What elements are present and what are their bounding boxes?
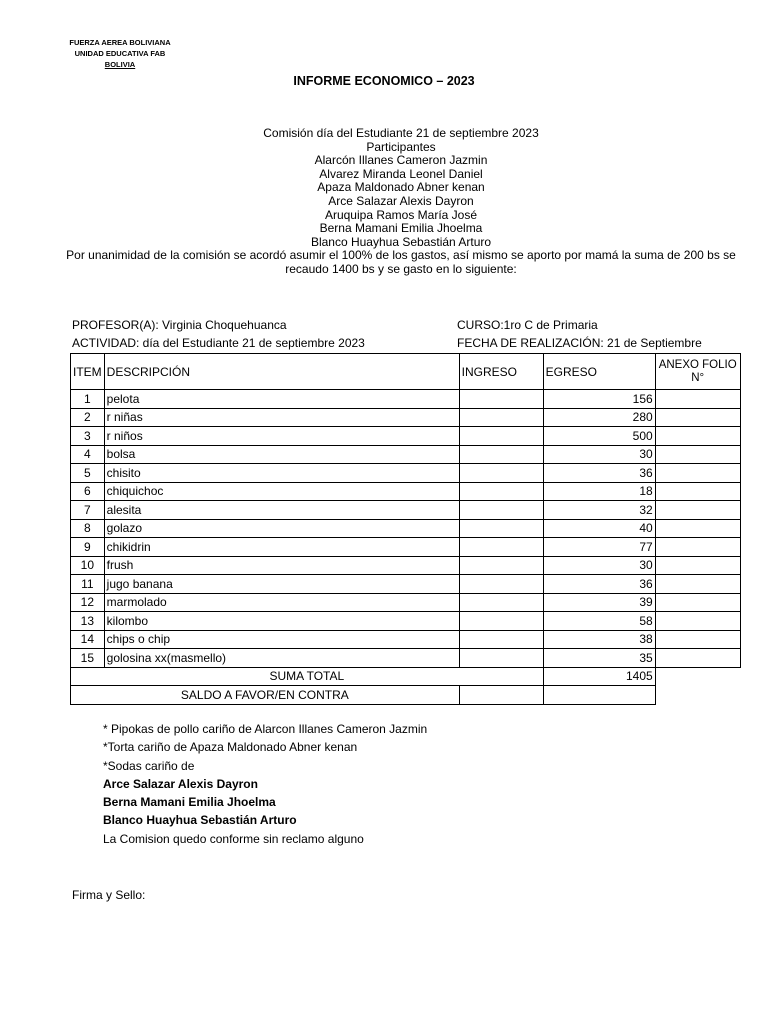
participant-name: Arce Salazar Alexis Dayron [328,193,474,208]
cell-anexo [655,501,740,520]
table-row [71,575,741,594]
commission-line: Comisión día del Estudiante 21 de septiembre 2023 [263,126,539,140]
cell-egreso: 77 [543,538,655,557]
participant-name: Apaza Maldonado Abner kenan [317,180,485,195]
cell-item: 2 [71,408,105,427]
cell-item: 15 [71,649,105,668]
cell-descripcion: chiquichoc [104,482,459,501]
cell-descripcion: marmolado [104,593,459,612]
table-row [71,427,741,446]
table-row [71,390,741,409]
cell-descripcion: alesita [104,501,459,520]
cell-anexo [655,538,740,557]
cell-item: 9 [71,538,105,557]
note-line: Blanco Huayhua Sebastián Arturo [103,813,297,828]
participant-name: Alvarez Miranda Leonel Daniel [319,166,483,181]
cell-anexo [655,519,740,538]
empty-cell [655,686,740,705]
institution-line-1: FUERZA AEREA BOLIVIANA [69,38,171,47]
cell-egreso: 18 [543,482,655,501]
note-line: * Pipokas de pollo cariño de Alarcon Illanes Cameron Jazmin [103,722,428,736]
institution-line-2: UNIDAD EDUCATIVA FAB [74,49,166,58]
cell-descripcion: r niñas [104,408,459,427]
participant-name: Blanco Huayhua Sebastián Arturo [310,234,492,249]
cell-ingreso [459,464,543,483]
cell-anexo [655,612,740,631]
cell-ingreso [459,612,543,631]
cell-descripcion: pelota [104,390,459,409]
firma-label: Firma y Sello: [72,888,146,902]
cell-descripcion: chips o chip [104,630,459,649]
cell-anexo [655,630,740,649]
saldo-ingreso [459,686,543,705]
actividad-field: ACTIVIDAD: día del Estudiante 21 de septiembre 2023 [72,336,365,350]
table-row [71,501,741,520]
table-row [71,593,741,612]
table-row [71,612,741,631]
cell-item: 8 [71,519,105,538]
cell-ingreso [459,556,543,575]
suma-total-label: SUMA TOTAL [71,667,544,686]
cell-anexo [655,390,740,409]
cell-egreso: 36 [543,464,655,483]
cell-item: 10 [71,556,105,575]
saldo-row [71,686,741,705]
header-egreso: EGRESO [543,354,655,390]
header-anexo: ANEXO FOLIO N° [655,354,740,390]
suma-total-row [71,667,741,686]
profesor-field: PROFESOR(A): Virginia Choquehuanca [72,318,287,332]
table-row [71,445,741,464]
cell-ingreso [459,649,543,668]
note-line: *Sodas cariño de [103,758,195,773]
cell-item: 3 [71,427,105,446]
cell-egreso: 500 [543,427,655,446]
participant-name: Alarcón Illanes Cameron Jazmin [314,153,488,168]
cell-ingreso [459,538,543,557]
table-row [71,556,741,575]
note-line: La Comision quedo conforme sin reclamo alguno [103,831,364,846]
cell-egreso: 58 [543,612,655,631]
cell-anexo [655,593,740,612]
cell-item: 6 [71,482,105,501]
header-descripcion: DESCRIPCIÓN [104,354,459,390]
cell-item: 1 [71,390,105,409]
cell-egreso: 30 [543,556,655,575]
cell-anexo [655,482,740,501]
institution-line-3: BOLIVIA [104,60,136,69]
cell-descripcion: jugo banana [104,575,459,594]
saldo-egreso [543,686,655,705]
cell-ingreso [459,408,543,427]
cell-descripcion: golazo [104,519,459,538]
table-row [71,408,741,427]
cell-anexo [655,408,740,427]
cell-item: 7 [71,501,105,520]
cell-ingreso [459,575,543,594]
header-item: ITEM [71,354,105,390]
cell-egreso: 38 [543,630,655,649]
cell-ingreso [459,390,543,409]
cell-descripcion: bolsa [104,445,459,464]
participant-name: Aruquipa Ramos María José [324,207,478,222]
cell-anexo [655,556,740,575]
cell-item: 11 [71,575,105,594]
saldo-label: SALDO A FAVOR/EN CONTRA [71,686,460,705]
report-title: INFORME ECONOMICO – 2023 [293,74,475,88]
cell-descripcion: kilombo [104,612,459,631]
cell-item: 12 [71,593,105,612]
participant-list [66,154,736,249]
cell-egreso: 35 [543,649,655,668]
intro-section [66,127,736,277]
note-line: Arce Salazar Alexis Dayron [103,776,258,791]
statement-text: Por unanimidad de la comisión se acordó asumir el 100% de los gastos, así mismo se aporto por mamá la suma de 200 bs se recaudo 1400 bs y se gasto en lo siguiente: [66,248,736,276]
cell-ingreso [459,445,543,464]
cell-egreso: 39 [543,593,655,612]
participants-label: Participantes [366,139,436,154]
curso-field: CURSO:1ro C de Primaria [457,318,598,332]
cell-descripcion: golosina xx(masmello) [104,649,459,668]
header-ingreso: INGRESO [459,354,543,390]
cell-ingreso [459,427,543,446]
suma-total-value: 1405 [543,667,655,686]
note-line: *Torta cariño de Apaza Maldonado Abner kenan [103,740,358,755]
cell-egreso: 156 [543,390,655,409]
table-row [71,464,741,483]
cell-ingreso [459,519,543,538]
participant-name: Berna Mamani Emilia Jhoelma [319,221,483,236]
note-line: Berna Mamani Emilia Jhoelma [103,795,276,810]
cell-egreso: 30 [543,445,655,464]
expense-table [70,353,741,705]
cell-anexo [655,445,740,464]
cell-descripcion: chisito [104,464,459,483]
cell-item: 5 [71,464,105,483]
table-row [71,482,741,501]
cell-descripcion: frush [104,556,459,575]
cell-item: 4 [71,445,105,464]
cell-ingreso [459,482,543,501]
cell-egreso: 32 [543,501,655,520]
cell-anexo [655,427,740,446]
notes-section [103,720,427,848]
cell-egreso: 40 [543,519,655,538]
cell-descripcion: r niños [104,427,459,446]
institution-header [60,37,180,70]
empty-cell [655,667,740,686]
cell-ingreso [459,501,543,520]
cell-descripcion: chikidrin [104,538,459,557]
cell-anexo [655,575,740,594]
cell-item: 13 [71,612,105,631]
table-row [71,649,741,668]
table-row [71,630,741,649]
cell-ingreso [459,630,543,649]
fecha-field: FECHA DE REALIZACIÓN: 21 de Septiembre [457,336,702,350]
cell-egreso: 280 [543,408,655,427]
cell-anexo [655,464,740,483]
table-row [71,519,741,538]
cell-egreso: 36 [543,575,655,594]
table-header-row [71,354,741,390]
cell-anexo [655,649,740,668]
cell-item: 14 [71,630,105,649]
table-row [71,538,741,557]
cell-ingreso [459,593,543,612]
